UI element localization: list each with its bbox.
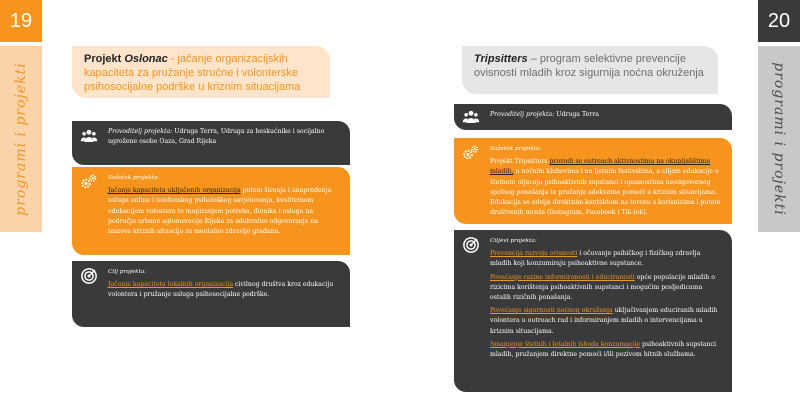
people-icon bbox=[462, 108, 480, 126]
card-summary-right-text: u noćnim klubovima i na ljetnim festivalima, a ciljem edukacije o štetnom utjecaju psihoaktivnih supstanci i opasnostima neodgovornog spolnog ponašanja te pružanju adekvatne pomoći u kriznim situacijama. Edukacija se odvija direktnim kontaktom na terenu s korisnicima i putem društvenih mreža (Instagram, Facebook i Tik-tok). bbox=[490, 168, 721, 217]
title-left-italic: Oslonac bbox=[124, 53, 168, 65]
goal-item bbox=[490, 249, 722, 269]
gears-icon bbox=[80, 173, 98, 191]
title-right-rest: – program selektivne prevencije ovisnosti mladih kroz sigurnija noćna okruženja bbox=[474, 53, 704, 79]
goal-highlight: Smanjenje štetnih i letalnih ishoda konzumacije bbox=[490, 340, 641, 348]
card-summary-right-highlight: provodi se outreach aktivnostima na okupljalištima mladih, bbox=[490, 158, 711, 176]
goal-item bbox=[490, 306, 722, 337]
title-right-strong: Tripsitters bbox=[474, 53, 528, 65]
goal-highlight: Povećanje razine informiranosti i educiranosti bbox=[490, 273, 635, 281]
card-provider-left bbox=[72, 121, 350, 165]
goal-text: opće populacije mladih o rizicima korištenja psihoaktivnih supstanci i mogućim posljedicama ostalih rizičnih ponašanja. bbox=[490, 273, 715, 302]
card-summary-left-label: Sažetak projekta: bbox=[108, 175, 160, 181]
card-summary-left-highlight: Jačanje kapaciteta uključenih organizacija bbox=[108, 187, 241, 195]
card-goals-right bbox=[454, 230, 732, 392]
people-icon bbox=[80, 127, 98, 145]
card-provider-left-label: Provoditelj projekta: bbox=[108, 128, 173, 135]
card-provider-right bbox=[454, 104, 732, 130]
card-summary-right bbox=[454, 138, 732, 224]
title-left-rest: - jačanje organizacijskih kapaciteta za pružanje stručne i volonterske psihosocijalne podrške u kriznim situacijama bbox=[84, 53, 301, 93]
goal-text: i očuvanje psihičkog i fizičkog zdravlja mladih koji konzumiraju psihoaktivne supstance. bbox=[490, 250, 701, 268]
page-number-right: 20 bbox=[758, 0, 800, 42]
target-icon bbox=[462, 236, 480, 254]
card-provider-left-text: Udruga Terra, Udruga za beskućnike i socijalno ugrožene osobe Oaza, Grad Rijeka bbox=[108, 128, 325, 146]
title-left-strong: Projekt bbox=[84, 53, 125, 65]
gears-icon bbox=[462, 144, 480, 162]
goal-highlight: Prevencija razvoja ovisnosti bbox=[490, 250, 578, 258]
page-number-left: 19 bbox=[0, 0, 42, 42]
side-label-right: programi i projekti bbox=[771, 62, 787, 216]
goal-item bbox=[490, 340, 722, 360]
title-right bbox=[462, 46, 718, 94]
goal-item bbox=[490, 273, 722, 304]
goal-highlight: Povećanje sigurnosti noćnog okruženja bbox=[490, 307, 613, 315]
card-summary-left bbox=[72, 167, 350, 255]
card-goal-left bbox=[72, 261, 350, 327]
card-provider-right-text: Udruga Terra bbox=[554, 111, 599, 118]
goal-text: psihoaktivnih supstanci mladih, pružanjem direktne pomoći i/ili pozivom hitnih službama. bbox=[490, 340, 717, 359]
card-goal-left-label: Cilj projekta: bbox=[108, 269, 147, 275]
side-label-left: programi i projekti bbox=[13, 62, 29, 216]
card-provider-right-label: Provoditelj projekta: bbox=[490, 111, 555, 118]
card-goal-left-text: civilnog društva kroz edukaciju volontera i pružanje usluga psihosocijalne podrške. bbox=[108, 281, 334, 299]
card-summary-left-text: putem širenja i unapređenja usluga online i telefonskog psihološkog savjetovanja, kvalitetnom edukacijom volontera te mapiranjem potreba, dionika i usluga na području urbane aglomeracije Rijeka za adekvatno odgovaranje na izazove kriznih situacija za mentalno zdravlje građana. bbox=[108, 187, 332, 236]
title-left bbox=[72, 46, 330, 98]
side-band-right bbox=[758, 46, 800, 232]
card-summary-right-label: Sažetak projekta: bbox=[490, 146, 542, 152]
goal-text: uključivanjem educiranih mladih volontera u outreach rad i informiranjem mladih o intervencijama u kriznim situacijama. bbox=[490, 307, 718, 335]
target-icon bbox=[80, 267, 98, 285]
card-summary-right-pre: Projekt Tripsitters bbox=[490, 158, 550, 166]
card-goal-left-highlight: Jačanje kapaciteta lokalnih organizacija bbox=[108, 281, 234, 289]
side-band-left bbox=[0, 46, 42, 232]
card-goals-right-label: Ciljevi projekta: bbox=[490, 238, 537, 244]
